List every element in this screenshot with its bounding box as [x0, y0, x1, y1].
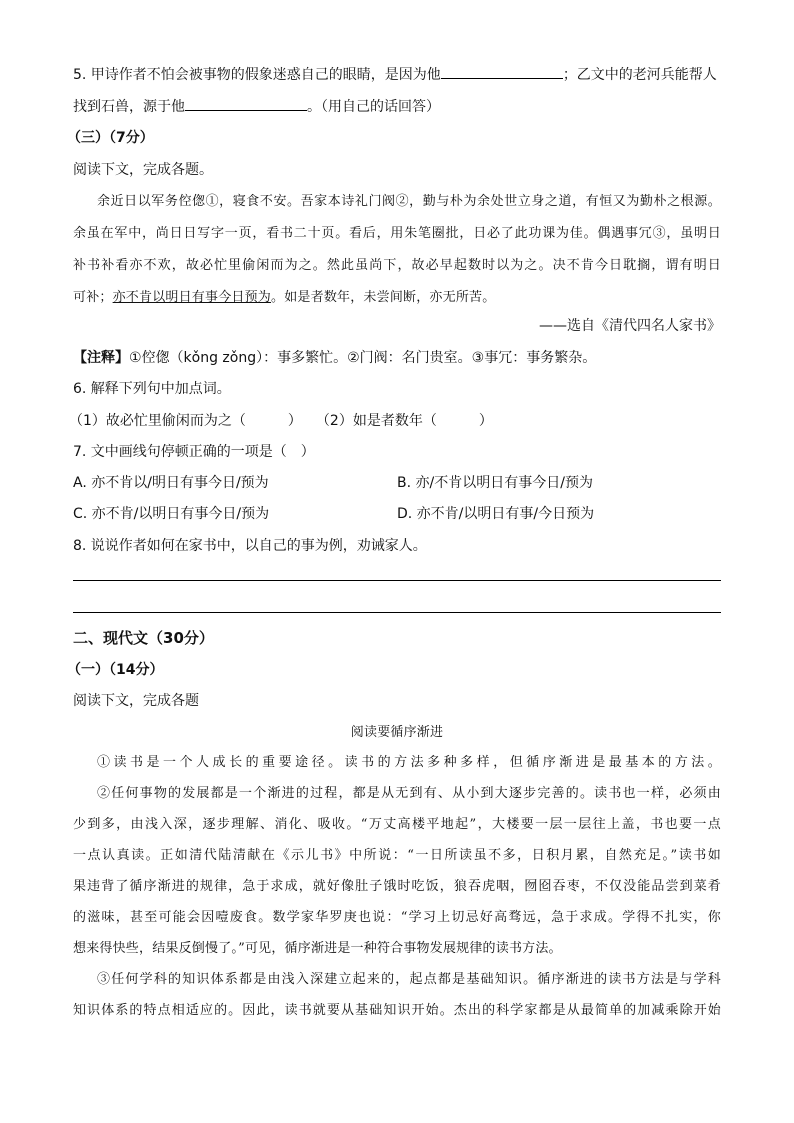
article-paragraph-2-line-5: 的滋味，甚至可能会因噎废食。数学家华罗庚也说：“学习上切忌好高骛远，急于求成。学得不扎实，你 — [73, 910, 721, 925]
q5-text-1: 5. 甲诗作者不怕会被事物的假象迷惑自己的眼睛，是因为他 — [73, 67, 441, 83]
question-7: 7. 文中画线句停顿正确的一项是（ ） — [73, 444, 315, 460]
answer-blank-2[interactable] — [185, 96, 307, 111]
passage-text-post: 。如是者数年，未尝间断，亦无所苦。 — [271, 290, 496, 305]
answer-line-2[interactable] — [73, 612, 721, 613]
classical-passage-line-2: 余虽在军中，尚日日写字一页，看书二十页。看后，用朱笔圈批，日必了此功课为佳。偶遇事冗③，虽明日 — [73, 226, 721, 241]
article-paragraph-1: ①读书是一个人成长的重要途径。读书的方法多种多样，但循序渐进是最基本的方法。 — [97, 755, 721, 770]
article-paragraph-3-line-1: ③任何学科的知识体系都是由浅入深建立起来的，起点都是基础知识。循序渐进的读书方法是与学科 — [97, 972, 721, 987]
question-6-items: （1）故必忙里偷闲而为之（ ） （2）如是者数年（ ） — [69, 413, 493, 429]
passage-source: ——选自《清代四名人家书》 — [539, 318, 721, 334]
part-2-subheading: （一）（14分） — [67, 662, 164, 678]
annotation-label: 【注释】 — [73, 350, 129, 366]
question-6: 6. 解释下列句中加点词。 — [73, 381, 231, 397]
option-a[interactable]: A. 亦不肯以/明日有事今日/预为 — [73, 475, 269, 491]
classical-passage-line-3: 补书补看亦不欢，故必忙里偷闲而为之。然此虽尚下，故必早起数时以为之。决不肯今日耽搁，谓有明日 — [73, 258, 721, 273]
underlined-sentence: 亦不肯以明日有事今日预为 — [112, 290, 272, 305]
question-5-line-2 — [73, 96, 440, 117]
answer-line-1[interactable] — [73, 580, 721, 581]
article-title: 阅读要循序渐进 — [350, 725, 444, 740]
question-5-line-1 — [73, 64, 717, 85]
part-2-heading: 二、现代文（30分） — [73, 629, 214, 647]
question-8: 8. 说说作者如何在家书中，以自己的事为例，劝诫家人。 — [73, 538, 427, 554]
section-3-heading: （三）（7分） — [67, 130, 154, 146]
section-3-instruction: 阅读下文，完成各题。 — [73, 162, 213, 178]
q5-text-3: 找到石兽，源于他 — [73, 99, 185, 115]
annotation-line — [73, 348, 596, 368]
q5-text-2: ；乙文中的老河兵能帮人 — [562, 67, 717, 83]
answer-blank-1[interactable] — [441, 64, 563, 79]
article-paragraph-2-line-2: 少到多，由浅入深，逐步理解、消化、吸收。“万丈高楼平地起”，大楼要一层一层往上盖，书也要一点 — [73, 817, 721, 832]
article-paragraph-2-line-1: ②任何事物的发展都是一个渐进的过程，都是从无到有、从小到大逐步完善的。读书也一样，必须由 — [97, 786, 721, 801]
q5-text-4: 。（用自己的话回答） — [307, 99, 440, 115]
article-paragraph-3-line-2: 知识体系的特点相适应的。因此，读书就要从基础知识开始。杰出的科学家都是从最简单的加减乘除开始 — [73, 1003, 721, 1018]
option-d[interactable]: D. 亦不肯/以明日有事/今日预为 — [397, 506, 595, 522]
option-c[interactable]: C. 亦不肯/以明日有事今日/预为 — [73, 506, 270, 522]
annotation-text: ①倥偬（kǒng zǒng）：事多繁忙。②门阀：名门贵室。③事冗：事务繁杂。 — [129, 350, 597, 366]
article-paragraph-2-line-3: 一点认真读。正如清代陆清献在《示儿书》中所说：“一日所读虽不多，日积月累，自然充足。”读书如 — [73, 848, 721, 863]
article-paragraph-2-line-4: 果违背了循序渐进的规律，急于求成，就好像肚子饿时吃饭，狼吞虎咽，囫囵吞枣，不仅没能品尝到菜肴 — [73, 879, 721, 894]
classical-passage-line-1: 余近日以军务倥偬①，寝食不安。吾家本诗礼门阀②，勤与朴为余处世立身之道，有恒又为勤朴之根源。 — [97, 194, 721, 209]
article-paragraph-2-line-6: 想来得快些，结果反倒慢了。”可见，循序渐进是一种符合事物发展规律的读书方法。 — [73, 941, 562, 956]
part-2-instruction: 阅读下文，完成各题 — [73, 693, 199, 709]
classical-passage-line-4 — [73, 288, 495, 308]
passage-text-pre: 可补； — [73, 290, 113, 305]
option-b[interactable]: B. 亦/不肯以明日有事今日/预为 — [397, 475, 593, 491]
